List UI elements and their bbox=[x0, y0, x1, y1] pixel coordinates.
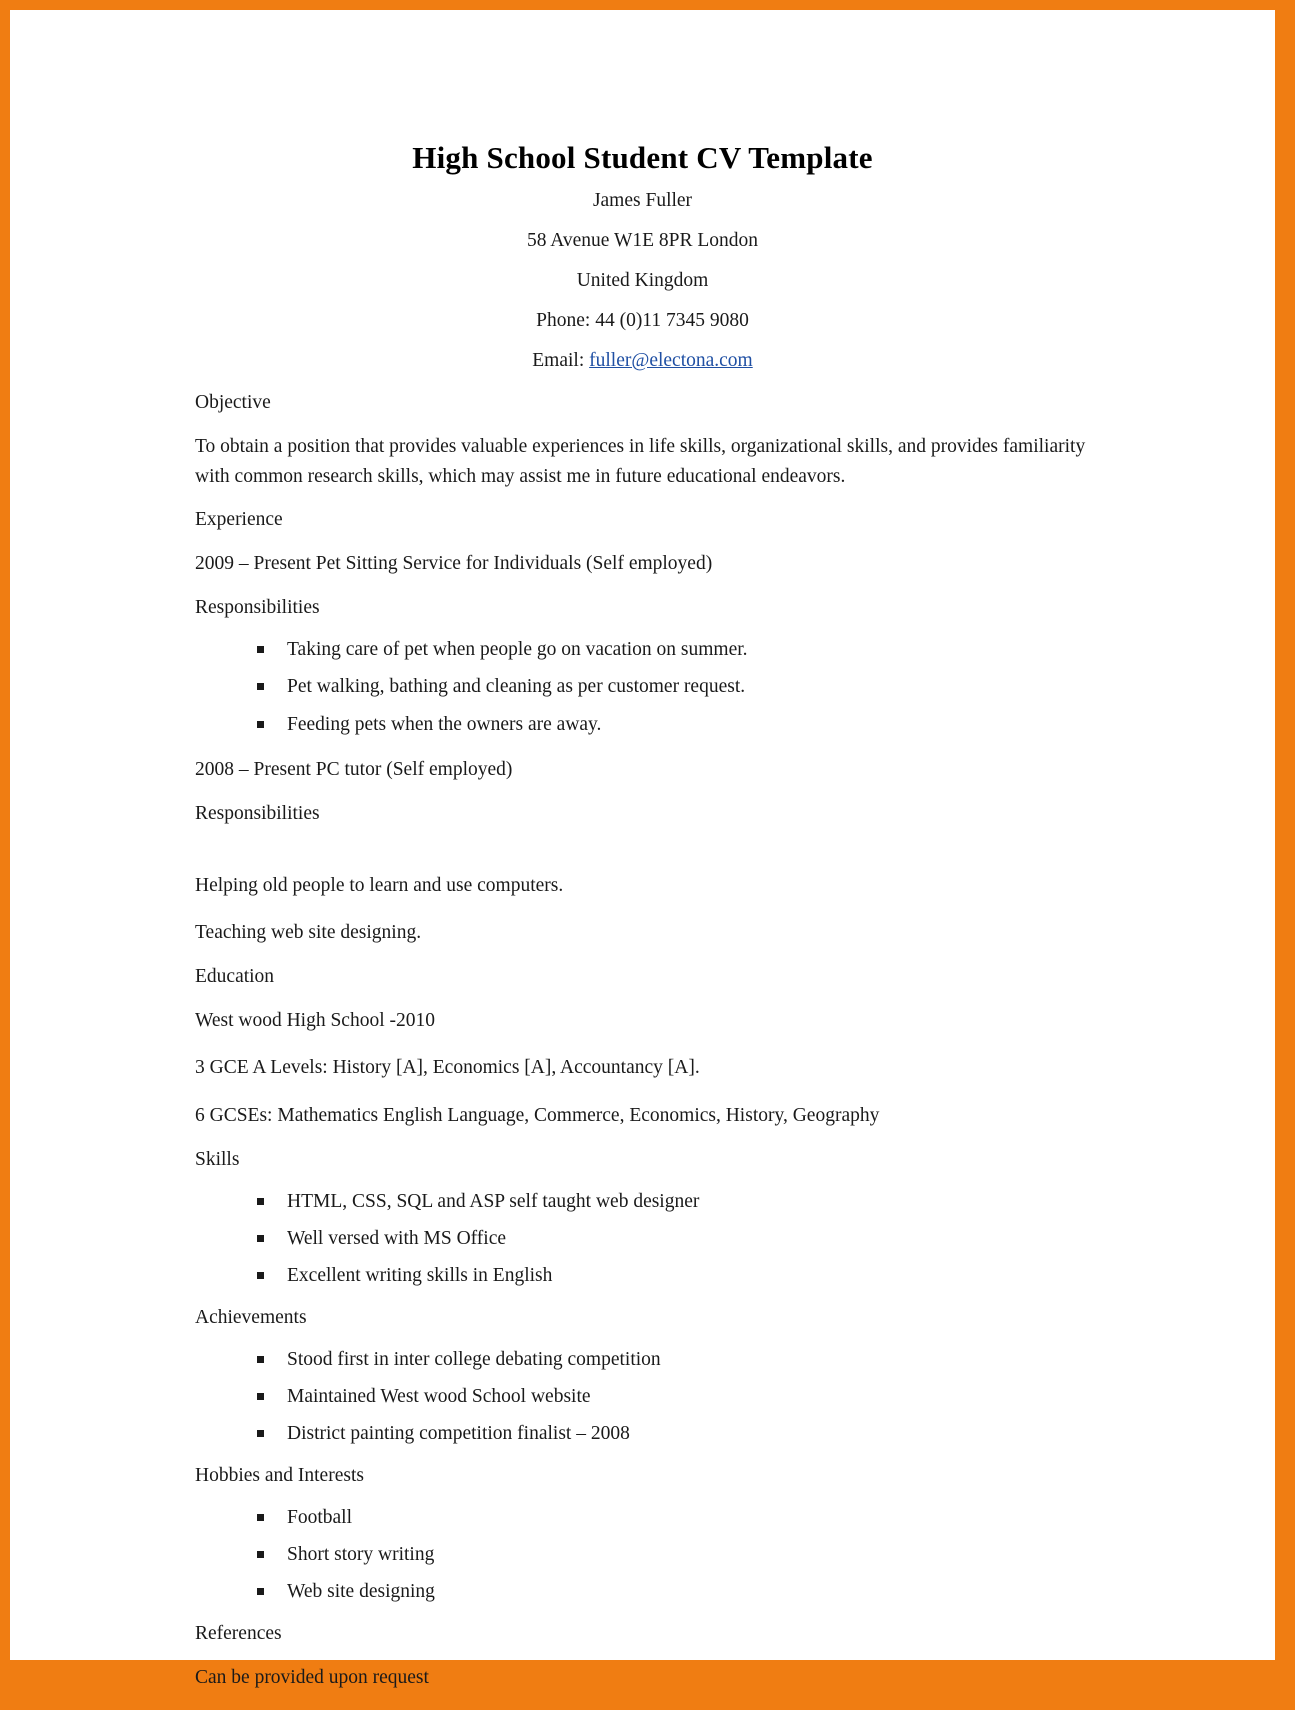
square-bullet-icon bbox=[257, 1356, 264, 1363]
square-bullet-icon bbox=[257, 1514, 264, 1521]
objective-text: To obtain a position that provides valuable experiences in life skills, organizational skills, and provides familiarity with common research skills, which may assist me in future educational endeavors. bbox=[195, 436, 1086, 487]
email-label: Email: bbox=[532, 350, 585, 371]
square-bullet-icon bbox=[257, 1430, 264, 1437]
list-item bbox=[257, 637, 1090, 662]
square-bullet-icon bbox=[257, 683, 264, 690]
list-item-label: Feeding pets when the owners are away. bbox=[287, 713, 602, 735]
page-title: High School Student CV Template bbox=[412, 140, 873, 175]
list-item bbox=[257, 1384, 1090, 1409]
email-link[interactable]: fuller@electona.com bbox=[589, 350, 753, 371]
list-item bbox=[257, 1189, 1090, 1214]
list-item bbox=[257, 1263, 1090, 1288]
square-bullet-icon bbox=[257, 1272, 264, 1279]
list-item-label: Pet walking, bathing and cleaning as per customer request. bbox=[287, 676, 746, 698]
experience-job2-line: 2008 – Present PC tutor (Self employed) bbox=[195, 758, 513, 780]
candidate-phone: Phone: 44 (0)11 7345 9080 bbox=[536, 310, 749, 331]
candidate-email-line bbox=[195, 350, 1090, 372]
hobbies-list bbox=[195, 1505, 1090, 1605]
list-item bbox=[257, 1542, 1090, 1567]
list-item-label: Excellent writing skills in English bbox=[287, 1265, 553, 1287]
list-item bbox=[257, 712, 1090, 737]
experience-job1-responsibility-list bbox=[195, 637, 1090, 737]
list-item-label: Maintained West wood School website bbox=[287, 1386, 591, 1408]
list-item-label: Web site designing bbox=[287, 1581, 435, 1603]
candidate-address: 58 Avenue W1E 8PR London bbox=[526, 230, 759, 251]
square-bullet-icon bbox=[257, 721, 264, 728]
skills-list bbox=[195, 1189, 1090, 1289]
list-item bbox=[257, 1421, 1090, 1446]
experience-job1-line: 2009 – Present Pet Sitting Service for Individuals (Self employed) bbox=[195, 553, 713, 575]
list-item-label: District painting competition finalist – 2008 bbox=[287, 1423, 630, 1445]
experience-job2-line-2: Teaching web site designing. bbox=[195, 922, 422, 944]
experience-job2-line-1: Helping old people to learn and use computers. bbox=[195, 874, 564, 896]
list-item-label: Football bbox=[287, 1506, 353, 1528]
experience-job1-responsibilities-heading: Responsibilities bbox=[195, 596, 320, 618]
section-heading-hobbies: Hobbies and Interests bbox=[195, 1464, 364, 1486]
square-bullet-icon bbox=[257, 1393, 264, 1400]
section-heading-experience: Experience bbox=[195, 509, 283, 531]
candidate-name: James Fuller bbox=[592, 190, 693, 211]
square-bullet-icon bbox=[257, 1551, 264, 1558]
section-heading-references: References bbox=[195, 1622, 282, 1644]
square-bullet-icon bbox=[257, 1198, 264, 1205]
list-item-label: Short story writing bbox=[287, 1544, 435, 1566]
section-heading-achievements: Achievements bbox=[195, 1306, 307, 1328]
list-item bbox=[257, 1505, 1090, 1530]
section-heading-education: Education bbox=[195, 965, 275, 987]
list-item bbox=[257, 1579, 1090, 1604]
square-bullet-icon bbox=[257, 1588, 264, 1595]
education-line-3: 6 GCSEs: Mathematics English Language, Commerce, Economics, History, Geography bbox=[195, 1105, 880, 1127]
experience-job2-responsibilities-heading: Responsibilities bbox=[195, 802, 320, 824]
list-item bbox=[257, 1226, 1090, 1251]
list-item-label: Taking care of pet when people go on vacation on summer. bbox=[287, 638, 748, 660]
education-line-1: West wood High School -2010 bbox=[195, 1009, 435, 1031]
square-bullet-icon bbox=[257, 1235, 264, 1242]
list-item-label: Stood first in inter college debating competition bbox=[287, 1348, 661, 1370]
list-item-label: Well versed with MS Office bbox=[287, 1228, 507, 1249]
education-line-2: 3 GCE A Levels: History [A], Economics [A], Accountancy [A]. bbox=[195, 1057, 700, 1079]
blank-line-spacer bbox=[195, 843, 1090, 871]
section-heading-objective: Objective bbox=[195, 392, 271, 413]
document-page bbox=[10, 10, 1275, 1688]
list-item-label: HTML, CSS, SQL and ASP self taught web designer bbox=[287, 1190, 700, 1212]
references-text: Can be provided upon request bbox=[195, 1666, 429, 1688]
list-item bbox=[257, 1347, 1090, 1372]
achievements-list bbox=[195, 1347, 1090, 1447]
section-heading-skills: Skills bbox=[195, 1148, 240, 1170]
list-item bbox=[257, 674, 1090, 699]
candidate-country: United Kingdom bbox=[576, 270, 709, 291]
square-bullet-icon bbox=[257, 646, 264, 653]
cv-document-body bbox=[10, 10, 1275, 1710]
